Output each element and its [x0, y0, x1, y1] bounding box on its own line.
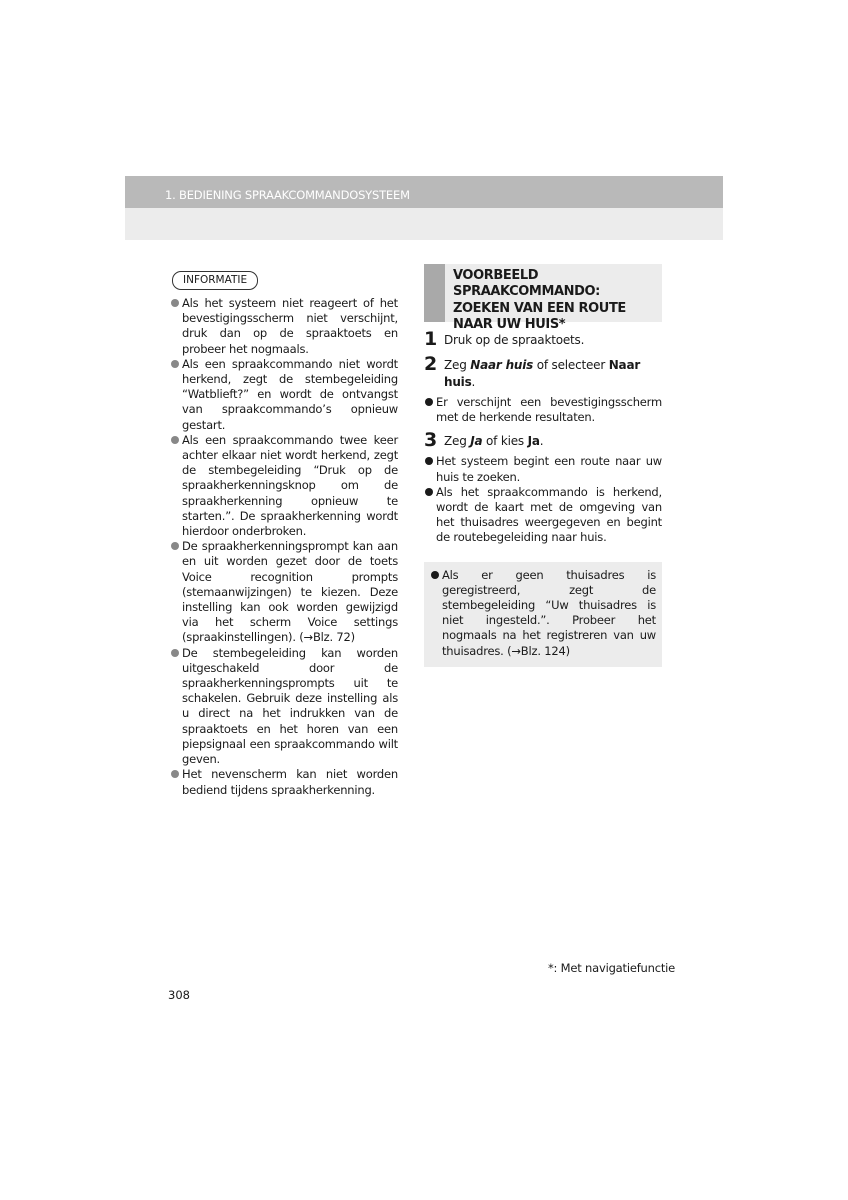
step-text-post: . — [471, 375, 476, 389]
information-item: Als een spraakcommando twee keer achter elkaar niet wordt herkend, zegt de stembegeleiding “Druk op de spraakherkenningsknop om de spraakherkenning opnieuw te starten.”. De spraakherkenning wordt hierdoor onderbroken. — [170, 433, 398, 539]
step-text: Druk op de spraaktoets. — [444, 333, 585, 347]
information-item: De spraakherkenningsprompt kan aan en uit worden gezet door de toets Voice recognition prompts (stemaanwijzingen) te kiezen. Deze instelling kan ook worden gewijzigd via het scherm Voice settings (spraakinstellingen). (→Blz. 72) — [170, 539, 398, 645]
footnote: *: Met navigatiefunctie — [548, 961, 676, 975]
section-accent — [424, 264, 445, 322]
step-number: 2 — [424, 353, 438, 375]
information-item: De stembegeleiding kan worden uitgeschakeld door de spraakherkenningsprompts uit te schakelen. Gebruik deze instelling als u direct na het indrukken van de spraaktoets en het horen van een piepsignaal een spraakcommando wilt geven. — [170, 646, 398, 768]
step-2 — [424, 353, 662, 391]
step-3 — [424, 429, 662, 452]
information-item: Als een spraakcommando niet wordt herkend, zegt de stembegeleiding “Watblieft?” en wordt de ontvangst van spraakcommando’s opnieuw gestart. — [170, 357, 398, 433]
step-number: 3 — [424, 429, 438, 452]
information-column — [170, 268, 398, 798]
bullet-icon — [431, 571, 439, 579]
information-list — [170, 296, 398, 798]
bullet-icon — [171, 299, 179, 307]
page-number: 308 — [168, 988, 190, 1002]
step-text-mid: of kies — [482, 434, 528, 449]
step-text-pre: Zeg — [444, 434, 471, 449]
screen-button-label: Ja — [527, 434, 540, 449]
screen-button-label: Naar huis — [444, 358, 641, 389]
note-box — [424, 562, 662, 667]
information-badge: INFORMATIE — [172, 271, 258, 290]
voice-command: Ja — [470, 434, 483, 449]
bullet-icon — [425, 457, 433, 465]
bullet-icon — [171, 649, 179, 657]
bullet-icon — [171, 542, 179, 550]
header-strip — [125, 208, 723, 240]
information-item: Als het systeem niet reageert of het bevestigingsscherm niet verschijnt, druk dan op de spraaktoets en probeer het nogmaals. — [170, 296, 398, 357]
step-text-mid: of selecteer — [533, 358, 609, 372]
example-column — [424, 264, 662, 667]
bullet-icon — [171, 770, 179, 778]
step-note: Er verschijnt een bevestigingsscherm met de herkende resultaten. — [424, 395, 662, 425]
bullet-icon — [425, 488, 433, 496]
section-heading — [424, 264, 662, 333]
step-note: Het systeem begint een route naar uw huis te zoeken. — [424, 454, 662, 484]
bullet-icon — [171, 436, 179, 444]
step-number: 1 — [424, 328, 438, 350]
information-item: Het nevenscherm kan niet worden bediend tijdens spraakherkenning. — [170, 767, 398, 797]
step-text-pre: Zeg — [444, 358, 471, 372]
step-1 — [424, 328, 662, 350]
voice-command: Naar huis — [470, 358, 534, 372]
chapter-title: 1. BEDIENING SPRAAKCOMMANDOSYSTEEM — [165, 188, 410, 202]
step-text-post: . — [539, 434, 544, 449]
step-note: Als het spraakcommando is herkend, wordt de kaart met de omgeving van het thuisadres weergegeven en begint de routebegeleiding naar huis. — [424, 485, 662, 546]
bullet-icon — [171, 360, 179, 368]
section-title: VOORBEELD SPRAAKCOMMANDO: ZOEKEN VAN EEN ROUTE NAAR UW HUIS* — [453, 268, 626, 333]
box-note: Als er geen thuisadres is geregistreerd, zegt de stembegeleiding “Uw thuisadres is niet ingesteld.”. Probeer het nogmaals na het registreren van uw thuisadres. (→Blz. 124) — [430, 568, 656, 659]
bullet-icon — [425, 398, 433, 406]
